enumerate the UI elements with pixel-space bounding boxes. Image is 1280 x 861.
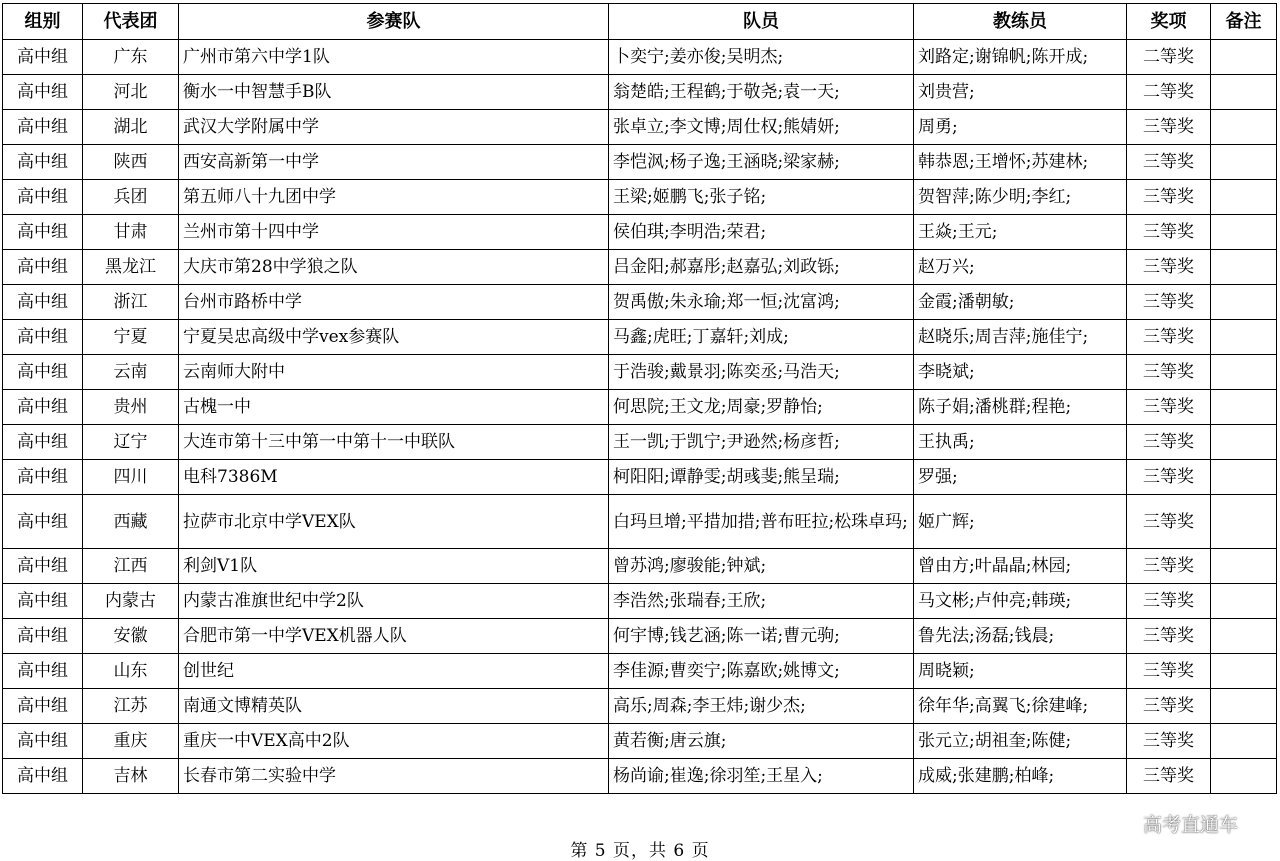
cell-team: 大连市第十三中第一中第十一中联队 [179, 425, 609, 460]
cell-notes [1211, 759, 1277, 794]
cell-delegation: 江苏 [83, 689, 179, 724]
cell-members: 吕金阳;郝嘉彤;赵嘉弘;刘政铄; [609, 250, 914, 285]
cell-team: 西安高新第一中学 [179, 145, 609, 180]
cell-delegation: 河北 [83, 75, 179, 110]
table-row [3, 40, 1277, 75]
cell-coaches: 金霞;潘朝敏; [914, 285, 1127, 320]
cell-members: 黄若衡;唐云旗; [609, 724, 914, 759]
cell-coaches: 刘贵营; [914, 75, 1127, 110]
header-delegation: 代表团 [83, 4, 179, 40]
cell-notes [1211, 495, 1277, 549]
header-coaches: 教练员 [914, 4, 1127, 40]
cell-notes [1211, 145, 1277, 180]
cell-members: 卜奕宁;姜亦俊;吴明杰; [609, 40, 914, 75]
cell-notes [1211, 215, 1277, 250]
cell-group: 高中组 [3, 460, 83, 495]
table-row [3, 460, 1277, 495]
table-row [3, 689, 1277, 724]
cell-award: 三等奖 [1127, 724, 1211, 759]
cell-members: 何思院;王文龙;周豪;罗静怡; [609, 390, 914, 425]
cell-team: 南通文博精英队 [179, 689, 609, 724]
cell-coaches: 李晓斌; [914, 355, 1127, 390]
cell-group: 高中组 [3, 390, 83, 425]
cell-award: 三等奖 [1127, 584, 1211, 619]
cell-delegation: 内蒙古 [83, 584, 179, 619]
cell-team: 电科7386M [179, 460, 609, 495]
cell-group: 高中组 [3, 215, 83, 250]
cell-members: 白玛旦增;平措加措;普布旺拉;松珠卓玛; [609, 495, 914, 549]
cell-group: 高中组 [3, 285, 83, 320]
cell-award: 三等奖 [1127, 460, 1211, 495]
cell-team: 内蒙古准旗世纪中学2队 [179, 584, 609, 619]
header-team: 参赛队 [179, 4, 609, 40]
cell-award: 三等奖 [1127, 390, 1211, 425]
watermark: 高考直通车 [1143, 814, 1239, 836]
cell-team: 云南师大附中 [179, 355, 609, 390]
cell-award: 三等奖 [1127, 495, 1211, 549]
table-row [3, 355, 1277, 390]
cell-award: 三等奖 [1127, 250, 1211, 285]
awards-table [2, 3, 1277, 794]
cell-members: 于浩骏;戴景羽;陈奕丞;马浩天; [609, 355, 914, 390]
cell-coaches: 徐年华;高翼飞;徐建峰; [914, 689, 1127, 724]
cell-notes [1211, 724, 1277, 759]
cell-team: 第五师八十九团中学 [179, 180, 609, 215]
cell-coaches: 曾由方;叶晶晶;林园; [914, 549, 1127, 584]
cell-group: 高中组 [3, 549, 83, 584]
cell-notes [1211, 285, 1277, 320]
cell-award: 三等奖 [1127, 549, 1211, 584]
cell-members: 曾苏鸿;廖骏能;钟斌; [609, 549, 914, 584]
table-row [3, 724, 1277, 759]
table-row [3, 549, 1277, 584]
cell-team: 兰州市第十四中学 [179, 215, 609, 250]
cell-group: 高中组 [3, 724, 83, 759]
cell-team: 创世纪 [179, 654, 609, 689]
cell-coaches: 王执禹; [914, 425, 1127, 460]
cell-members: 何宇博;钱艺涵;陈一诺;曹元驹; [609, 619, 914, 654]
page-number: 第 5 页，共 6 页 [570, 841, 710, 861]
cell-delegation: 广东 [83, 40, 179, 75]
header-notes: 备注 [1211, 4, 1277, 40]
cell-notes [1211, 180, 1277, 215]
cell-notes [1211, 250, 1277, 285]
cell-members: 张卓立;李文博;周仕权;熊婧妍; [609, 110, 914, 145]
cell-award: 三等奖 [1127, 689, 1211, 724]
table-row [3, 390, 1277, 425]
cell-group: 高中组 [3, 689, 83, 724]
cell-notes [1211, 110, 1277, 145]
cell-delegation: 甘肃 [83, 215, 179, 250]
cell-group: 高中组 [3, 145, 83, 180]
cell-group: 高中组 [3, 320, 83, 355]
cell-award: 三等奖 [1127, 654, 1211, 689]
cell-members: 贺禹傲;朱永瑜;郑一恒;沈富鸿; [609, 285, 914, 320]
cell-notes [1211, 355, 1277, 390]
cell-notes [1211, 320, 1277, 355]
cell-group: 高中组 [3, 250, 83, 285]
cell-notes [1211, 390, 1277, 425]
cell-group: 高中组 [3, 110, 83, 145]
cell-group: 高中组 [3, 355, 83, 390]
cell-coaches: 赵万兴; [914, 250, 1127, 285]
cell-coaches: 刘路定;谢锦帆;陈开成; [914, 40, 1127, 75]
cell-group: 高中组 [3, 654, 83, 689]
cell-coaches: 王焱;王元; [914, 215, 1127, 250]
cell-team: 武汉大学附属中学 [179, 110, 609, 145]
cell-group: 高中组 [3, 759, 83, 794]
table-row [3, 759, 1277, 794]
cell-notes [1211, 40, 1277, 75]
cell-delegation: 陕西 [83, 145, 179, 180]
cell-team: 拉萨市北京中学VEX队 [179, 495, 609, 549]
cell-notes [1211, 654, 1277, 689]
header-members: 队员 [609, 4, 914, 40]
cell-award: 三等奖 [1127, 425, 1211, 460]
cell-delegation: 江西 [83, 549, 179, 584]
cell-team: 宁夏吴忠高级中学vex参赛队 [179, 320, 609, 355]
cell-coaches: 张元立;胡祖奎;陈健; [914, 724, 1127, 759]
table-row [3, 495, 1277, 549]
cell-members: 李佳源;曹奕宁;陈嘉欧;姚博文; [609, 654, 914, 689]
cell-team: 长春市第二实验中学 [179, 759, 609, 794]
cell-team: 台州市路桥中学 [179, 285, 609, 320]
header-award: 奖项 [1127, 4, 1211, 40]
cell-award: 三等奖 [1127, 145, 1211, 180]
cell-coaches: 鲁先法;汤磊;钱晨; [914, 619, 1127, 654]
cell-coaches: 罗强; [914, 460, 1127, 495]
cell-coaches: 赵晓乐;周吉萍;施佳宁; [914, 320, 1127, 355]
cell-team: 广州市第六中学1队 [179, 40, 609, 75]
cell-notes [1211, 689, 1277, 724]
cell-group: 高中组 [3, 180, 83, 215]
cell-notes [1211, 549, 1277, 584]
cell-members: 李浩然;张瑞春;王欣; [609, 584, 914, 619]
cell-members: 柯阳阳;谭静雯;胡彧斐;熊呈瑞; [609, 460, 914, 495]
cell-notes [1211, 584, 1277, 619]
cell-award: 三等奖 [1127, 759, 1211, 794]
cell-team: 古槐一中 [179, 390, 609, 425]
table-row [3, 75, 1277, 110]
cell-team: 重庆一中VEX高中2队 [179, 724, 609, 759]
cell-members: 高乐;周森;李王炜;谢少杰; [609, 689, 914, 724]
cell-delegation: 安徽 [83, 619, 179, 654]
cell-team: 衡水一中智慧手B队 [179, 75, 609, 110]
cell-team: 合肥市第一中学VEX机器人队 [179, 619, 609, 654]
table-row [3, 425, 1277, 460]
cell-group: 高中组 [3, 495, 83, 549]
cell-delegation: 四川 [83, 460, 179, 495]
table-row [3, 180, 1277, 215]
cell-members: 马鑫;虎旺;丁嘉轩;刘成; [609, 320, 914, 355]
table-row [3, 145, 1277, 180]
cell-group: 高中组 [3, 619, 83, 654]
table-row [3, 584, 1277, 619]
cell-members: 杨尚谕;崔逸;徐羽笙;王星入; [609, 759, 914, 794]
cell-coaches: 韩恭恩;王增怀;苏建林; [914, 145, 1127, 180]
cell-coaches: 马文彬;卢仲亮;韩瑛; [914, 584, 1127, 619]
header-row [3, 4, 1277, 40]
cell-notes [1211, 425, 1277, 460]
cell-coaches: 贺智萍;陈少明;李红; [914, 180, 1127, 215]
table-row [3, 320, 1277, 355]
cell-group: 高中组 [3, 75, 83, 110]
cell-coaches: 周晓颖; [914, 654, 1127, 689]
table-row [3, 250, 1277, 285]
cell-award: 三等奖 [1127, 355, 1211, 390]
cell-delegation: 黑龙江 [83, 250, 179, 285]
cell-coaches: 陈子娟;潘桃群;程艳; [914, 390, 1127, 425]
cell-coaches: 姬广辉; [914, 495, 1127, 549]
cell-coaches: 周勇; [914, 110, 1127, 145]
cell-members: 王一凯;于凯宁;尹逊然;杨彦哲; [609, 425, 914, 460]
cell-members: 李恺沨;杨子逸;王涵晓;梁家赫; [609, 145, 914, 180]
table-row [3, 215, 1277, 250]
cell-award: 二等奖 [1127, 75, 1211, 110]
cell-award: 三等奖 [1127, 320, 1211, 355]
cell-coaches: 成威;张建鹏;柏峰; [914, 759, 1127, 794]
cell-delegation: 贵州 [83, 390, 179, 425]
cell-group: 高中组 [3, 425, 83, 460]
cell-notes [1211, 619, 1277, 654]
cell-delegation: 兵团 [83, 180, 179, 215]
cell-members: 翁楚皓;王程鹤;于敬尧;袁一天; [609, 75, 914, 110]
cell-members: 王梁;姬鹏飞;张子铭; [609, 180, 914, 215]
cell-award: 三等奖 [1127, 285, 1211, 320]
cell-delegation: 宁夏 [83, 320, 179, 355]
table-row [3, 110, 1277, 145]
cell-group: 高中组 [3, 584, 83, 619]
cell-delegation: 西藏 [83, 495, 179, 549]
cell-delegation: 山东 [83, 654, 179, 689]
cell-award: 二等奖 [1127, 40, 1211, 75]
table-row [3, 619, 1277, 654]
cell-members: 侯伯琪;李明浩;荣君; [609, 215, 914, 250]
cell-team: 利剑V1队 [179, 549, 609, 584]
cell-delegation: 湖北 [83, 110, 179, 145]
table-body [3, 40, 1277, 794]
table-row [3, 654, 1277, 689]
cell-award: 三等奖 [1127, 180, 1211, 215]
cell-delegation: 吉林 [83, 759, 179, 794]
cell-notes [1211, 460, 1277, 495]
cell-team: 大庆市第28中学狼之队 [179, 250, 609, 285]
cell-group: 高中组 [3, 40, 83, 75]
cell-delegation: 浙江 [83, 285, 179, 320]
header-group: 组别 [3, 4, 83, 40]
cell-delegation: 云南 [83, 355, 179, 390]
cell-delegation: 重庆 [83, 724, 179, 759]
cell-award: 三等奖 [1127, 215, 1211, 250]
table-row [3, 285, 1277, 320]
cell-notes [1211, 75, 1277, 110]
cell-award: 三等奖 [1127, 110, 1211, 145]
cell-delegation: 辽宁 [83, 425, 179, 460]
cell-award: 三等奖 [1127, 619, 1211, 654]
